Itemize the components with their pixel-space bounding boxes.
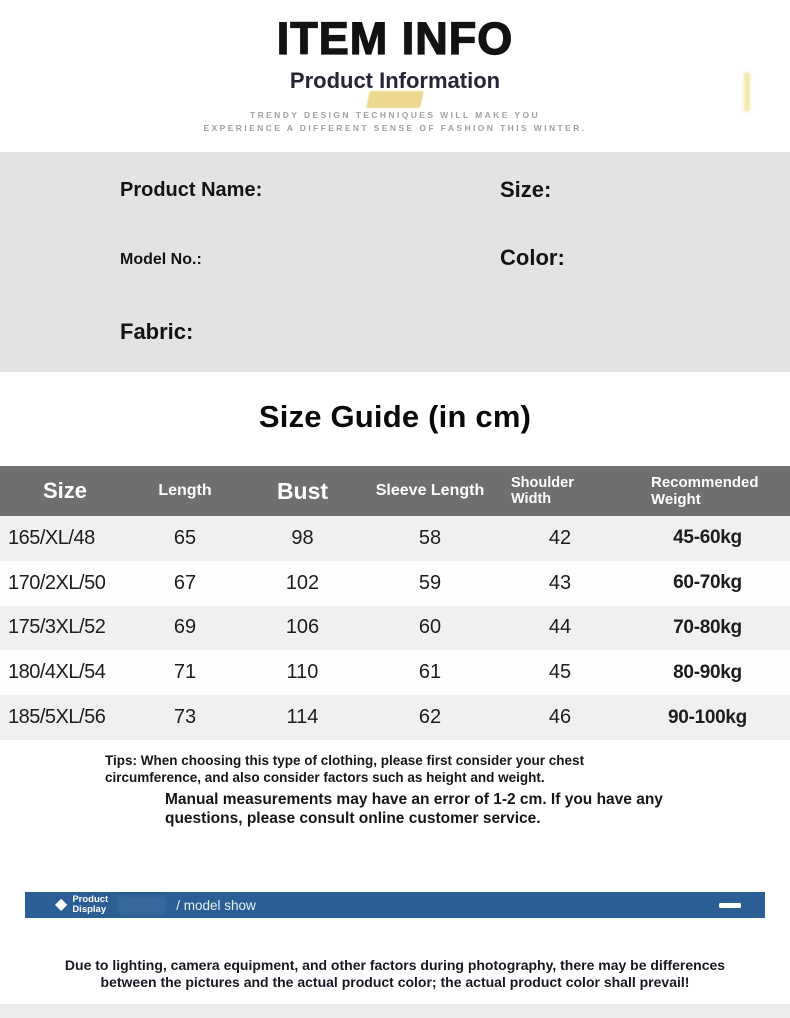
- column-header-recommended-weight: [625, 466, 790, 516]
- blurred-text-patch: [118, 896, 166, 914]
- dash-icon: [719, 903, 741, 908]
- model-no-label: Model No.:: [120, 251, 202, 268]
- table-row: [0, 516, 790, 561]
- cell-shoulder: 44: [548, 616, 572, 639]
- cell-bust: 106: [285, 616, 320, 639]
- column-header-sleeve-length: Sleeve Length: [375, 482, 485, 499]
- size-label: Size:: [500, 177, 552, 202]
- tips-section: [0, 752, 790, 828]
- table-row: [0, 606, 790, 651]
- measurement-note-line2: questions, please consult online customer service.: [165, 809, 541, 827]
- cell-length: 67: [173, 571, 197, 594]
- cell-length: 71: [173, 661, 197, 684]
- page-subtitle: Product Information: [289, 68, 501, 93]
- column-header-recommended-weight-text: Recommended Weight: [651, 474, 759, 508]
- cell-length: 65: [173, 526, 197, 549]
- column-header-length: Length: [158, 482, 212, 499]
- product-display-label-line1: Product: [72, 893, 109, 905]
- cell-size: 185/5XL/56: [8, 706, 106, 729]
- column-header-shoulder-width: [495, 466, 625, 516]
- cell-shoulder: 46: [548, 706, 572, 729]
- product-display-label: [72, 895, 108, 916]
- cell-shoulder: 42: [548, 526, 572, 549]
- cell-weight: 80-90kg: [673, 661, 742, 683]
- tips-text: [105, 752, 650, 786]
- cell-weight: 70-80kg: [673, 616, 742, 638]
- measurement-note-line1: Manual measurements may have an error of 1-2 cm. If you have any: [165, 791, 663, 808]
- cell-weight: 90-100kg: [668, 706, 747, 728]
- cell-sleeve: 58: [418, 526, 442, 549]
- product-display-label-line2: Display: [72, 904, 107, 915]
- column-header-shoulder-width-text: Shoulder Width: [511, 475, 574, 507]
- cell-sleeve: 60: [418, 616, 442, 639]
- column-header-size: Size: [42, 478, 88, 503]
- cell-bust: 114: [286, 706, 319, 729]
- tagline-line2: EXPERIENCE A DIFFERENT SENSE OF FASHION THIS WINTER.: [203, 123, 587, 133]
- product-name-label: Product Name:: [120, 179, 263, 201]
- cell-length: 73: [173, 706, 197, 729]
- cell-weight: 60-70kg: [673, 572, 742, 594]
- page-title: ITEM INFO: [276, 13, 514, 64]
- color-label: Color:: [500, 245, 565, 270]
- tips-line1: Tips: When choosing this type of clothing, please first consider your chest: [105, 753, 585, 768]
- color-disclaimer: [0, 957, 790, 991]
- cell-bust: 102: [285, 571, 320, 594]
- cell-size: 170/2XL/50: [8, 571, 106, 594]
- measurement-note-text: [165, 791, 720, 828]
- column-header-bust: Bust: [276, 477, 329, 504]
- table-row: [0, 561, 790, 606]
- cell-sleeve: 61: [418, 661, 442, 684]
- cell-shoulder: 43: [548, 571, 572, 594]
- cell-sleeve: 59: [418, 571, 442, 594]
- fabric-label: Fabric:: [120, 319, 194, 344]
- product-display-bar: [25, 892, 765, 918]
- cell-size: 175/3XL/52: [8, 616, 106, 639]
- product-fields-panel: [0, 152, 790, 372]
- model-show-label: / model show: [176, 897, 256, 913]
- cell-bust: 110: [286, 661, 319, 684]
- tagline-line1: TRENDY DESIGN TECHNIQUES WILL MAKE YOU: [249, 110, 541, 120]
- cell-bust: 98: [291, 526, 314, 549]
- cell-size: 165/XL/48: [8, 526, 95, 549]
- cell-shoulder: 45: [548, 661, 572, 684]
- footer-strip: [0, 1004, 790, 1018]
- table-row: [0, 695, 790, 740]
- tagline: [0, 109, 790, 135]
- tips-line2: circumference, and also consider factors such as height and weight.: [105, 770, 545, 785]
- cell-size: 180/4XL/54: [8, 661, 106, 684]
- cell-sleeve: 62: [418, 706, 442, 729]
- size-guide-table: [0, 466, 790, 740]
- size-guide-title: Size Guide (in cm): [258, 399, 532, 434]
- diamond-icon: ◆: [55, 896, 68, 913]
- table-row: [0, 650, 790, 695]
- disclaimer-line1: Due to lighting, camera equipment, and other factors during photography, there may be differences: [64, 957, 726, 973]
- cell-weight: 45-60kg: [673, 527, 742, 549]
- table-header-row: [0, 466, 790, 516]
- cell-length: 69: [173, 616, 197, 639]
- page-header: [0, 0, 790, 152]
- disclaimer-line2: between the pictures and the actual product color; the actual product color shall prevail!: [100, 974, 690, 990]
